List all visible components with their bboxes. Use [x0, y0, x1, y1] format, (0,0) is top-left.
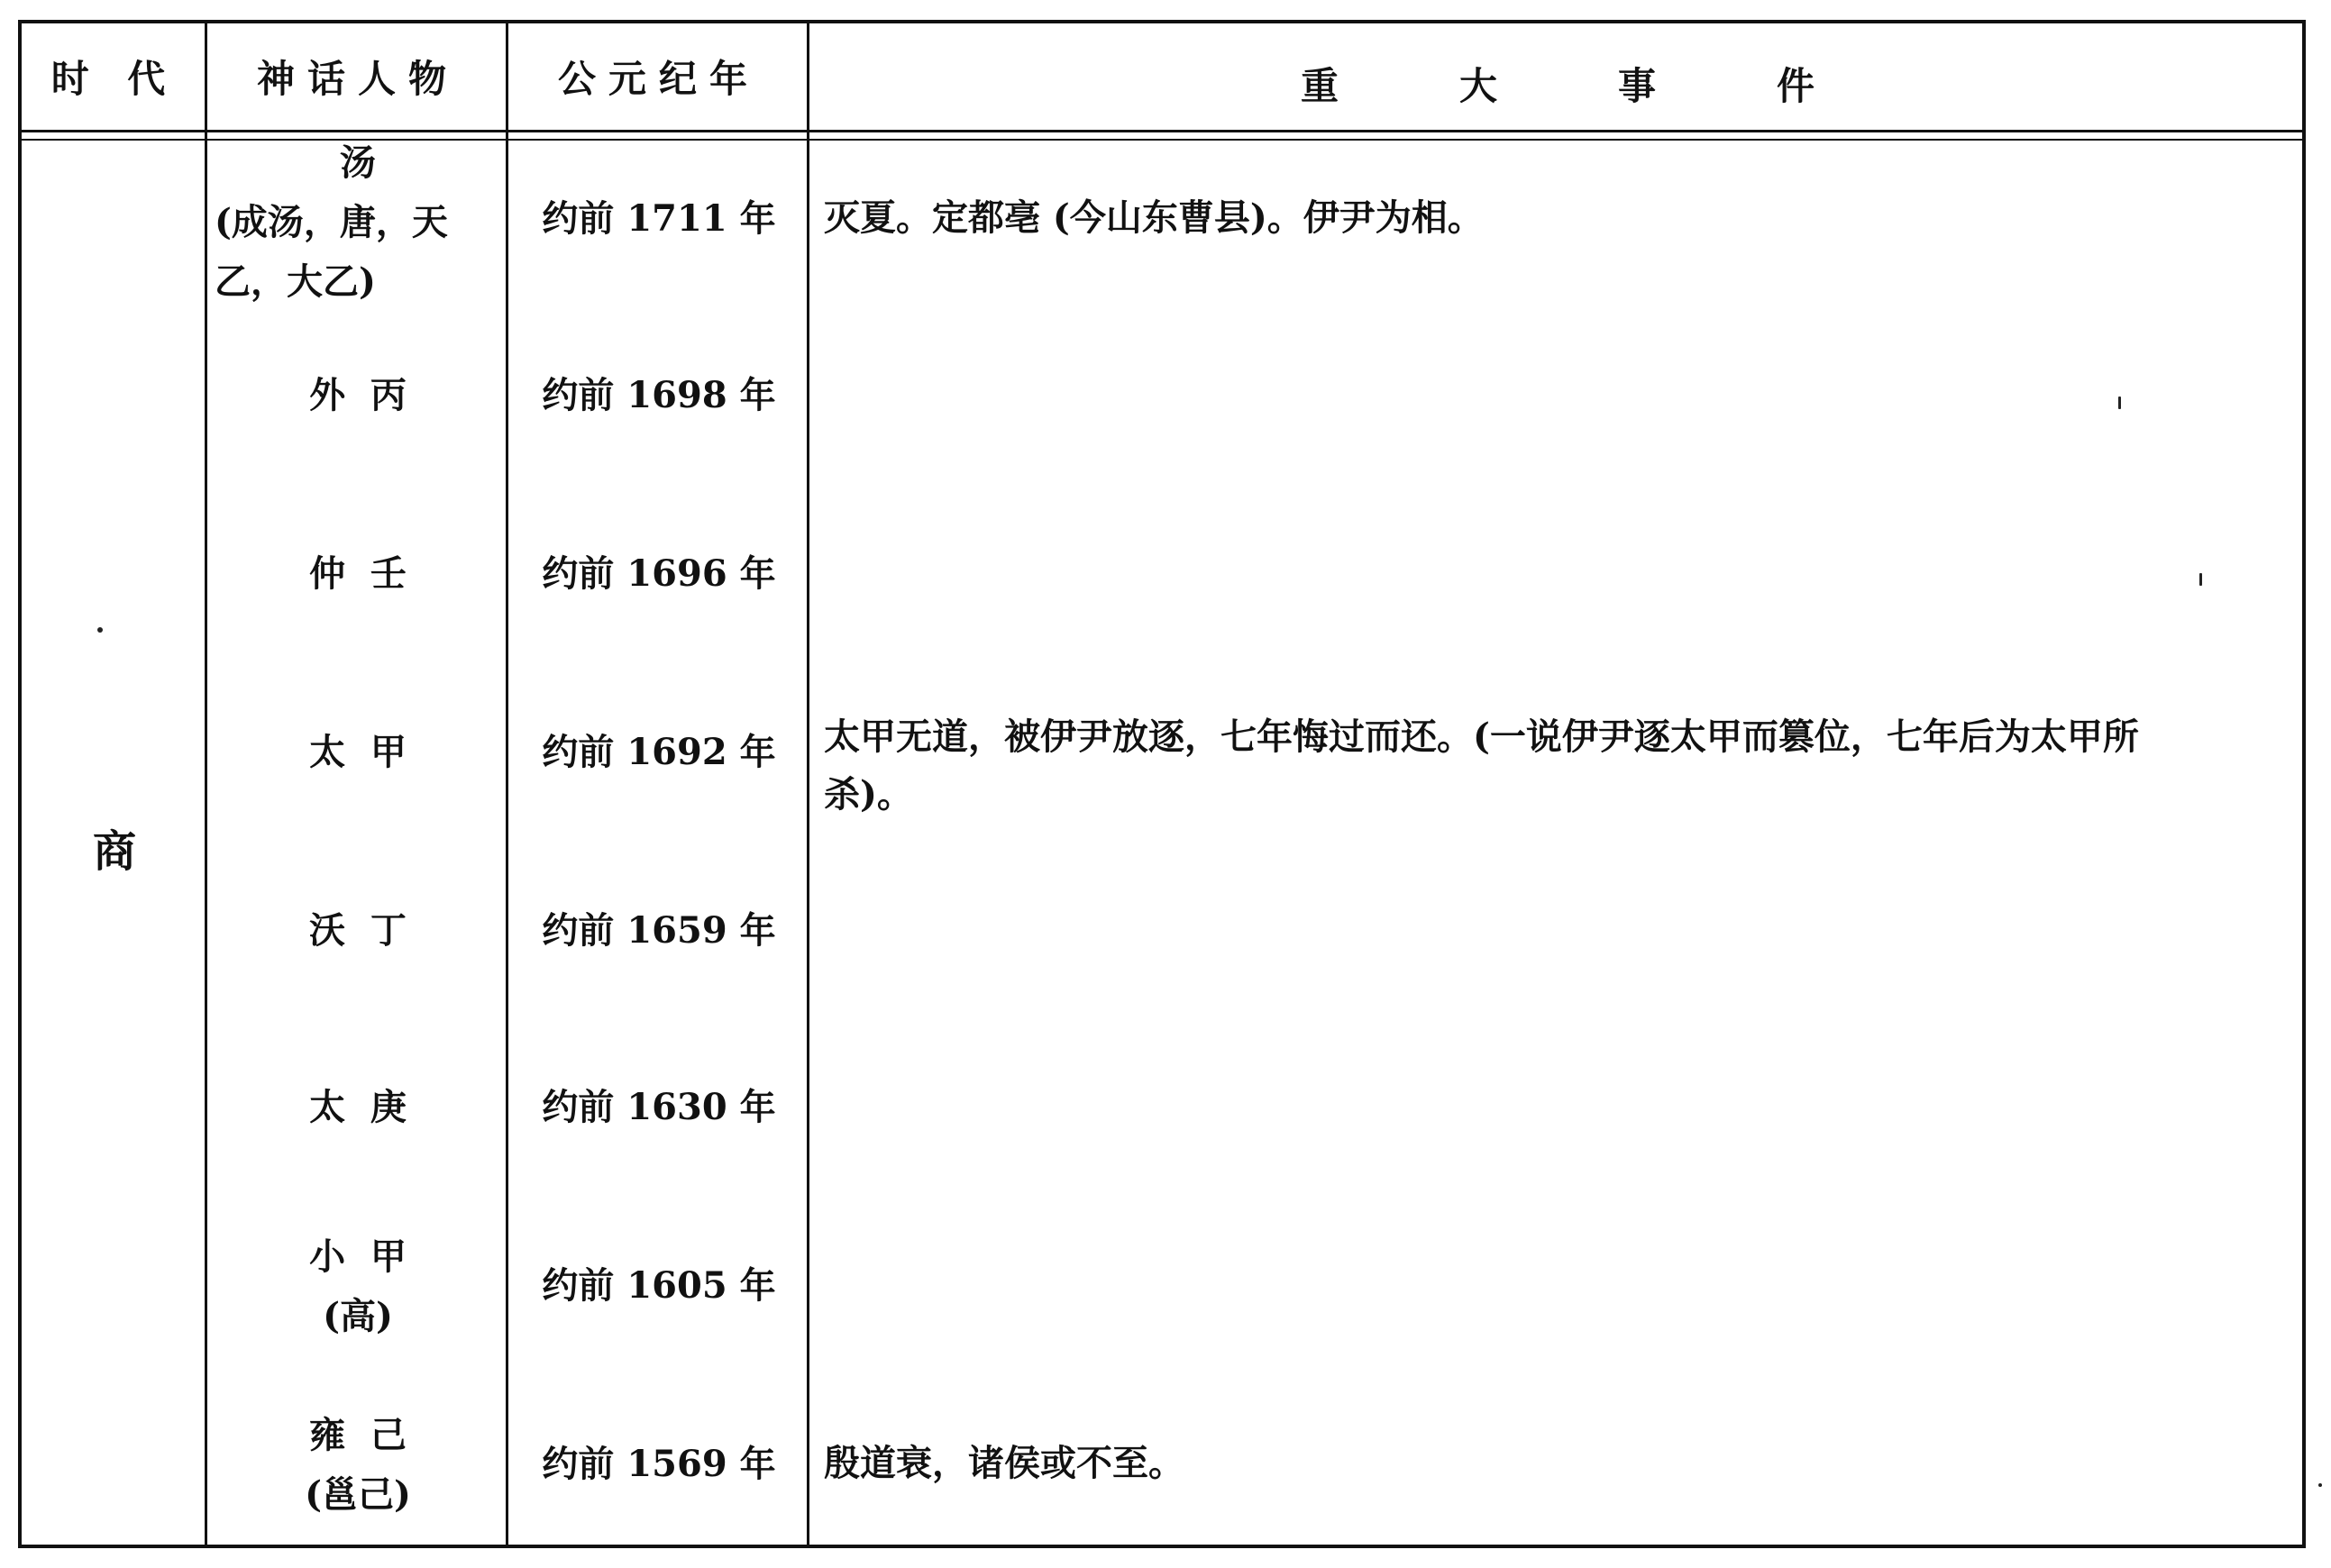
header-year: 公元纪年 — [557, 57, 760, 101]
row-7-figure-line-2: (高) — [323, 1295, 393, 1337]
row-1-figure — [207, 133, 508, 312]
header-events-char-2: 大 — [1458, 64, 1497, 108]
header-events-char-4: 件 — [1776, 64, 1815, 108]
row-3-year: 约前 1696 年 — [542, 552, 776, 595]
row-8-figure-line-2: (邕己) — [305, 1473, 411, 1516]
row-6-year: 约前 1630 年 — [542, 1086, 776, 1128]
scan-speck — [2318, 1483, 2322, 1487]
row-6-figure — [207, 1078, 508, 1137]
row-7-figure-line-1: 小 甲 — [309, 1235, 407, 1278]
row-1-figure-line-3: 乙，大乙) — [215, 260, 376, 303]
row-1-figure-line-1: 汤 — [340, 141, 376, 184]
scan-speck — [97, 627, 103, 633]
row-2-figure-line-1: 外 丙 — [309, 374, 407, 416]
row-1-figure-line-2: (成汤，唐，天 — [215, 201, 448, 243]
column-divider-era — [22, 23, 207, 1545]
column-divider-year — [508, 23, 809, 1545]
header-events — [809, 31, 2306, 137]
row-6-figure-line-1: 太 庚 — [309, 1086, 407, 1128]
row-5-figure-line-1: 沃 丁 — [309, 909, 407, 952]
row-7-figure — [207, 1227, 508, 1346]
row-8-event-line-1: 殷道衰，诸侯或不至。 — [824, 1442, 1184, 1484]
row-8-year: 约前 1569 年 — [542, 1443, 776, 1485]
row-4-figure — [207, 723, 508, 782]
row-4-figure-line-1: 太 甲 — [309, 731, 407, 773]
row-4-year: 约前 1692 年 — [542, 731, 776, 773]
row-4-event-line-2: 杀)。 — [824, 773, 913, 816]
header-era: 时 代 — [50, 57, 178, 101]
row-8-event — [824, 1435, 2295, 1492]
era-label: 商 — [92, 826, 136, 877]
row-5-year: 约前 1659 年 — [542, 909, 776, 952]
row-3-figure — [207, 544, 508, 604]
header-events-char-1: 重 — [1300, 64, 1339, 108]
row-8-figure-line-1: 雍 己 — [309, 1414, 407, 1456]
row-1-year: 约前 1711 年 — [542, 197, 776, 240]
row-4-event-line-1: 太甲无道，被伊尹放逐，七年悔过而还。(一说伊尹逐太甲而篡位，七年后为太甲所 — [824, 716, 2139, 758]
row-7-year: 约前 1605 年 — [542, 1264, 776, 1307]
row-1-event-line-1: 灭夏。定都亳 (今山东曹县)。伊尹为相。 — [824, 196, 1484, 239]
row-1-event — [824, 189, 2295, 247]
row-8-figure — [207, 1406, 508, 1525]
row-2-figure — [207, 366, 508, 425]
scan-speck — [2118, 397, 2121, 409]
row-2-year: 约前 1698 年 — [542, 374, 776, 416]
scan-speck — [2199, 573, 2202, 586]
row-5-figure — [207, 901, 508, 961]
row-3-figure-line-1: 仲 壬 — [309, 552, 407, 595]
row-4-event — [824, 708, 2295, 824]
header-events-char-3: 事 — [1617, 64, 1656, 108]
header-figure: 神话人物 — [256, 57, 459, 101]
chronology-table — [18, 20, 2306, 1548]
